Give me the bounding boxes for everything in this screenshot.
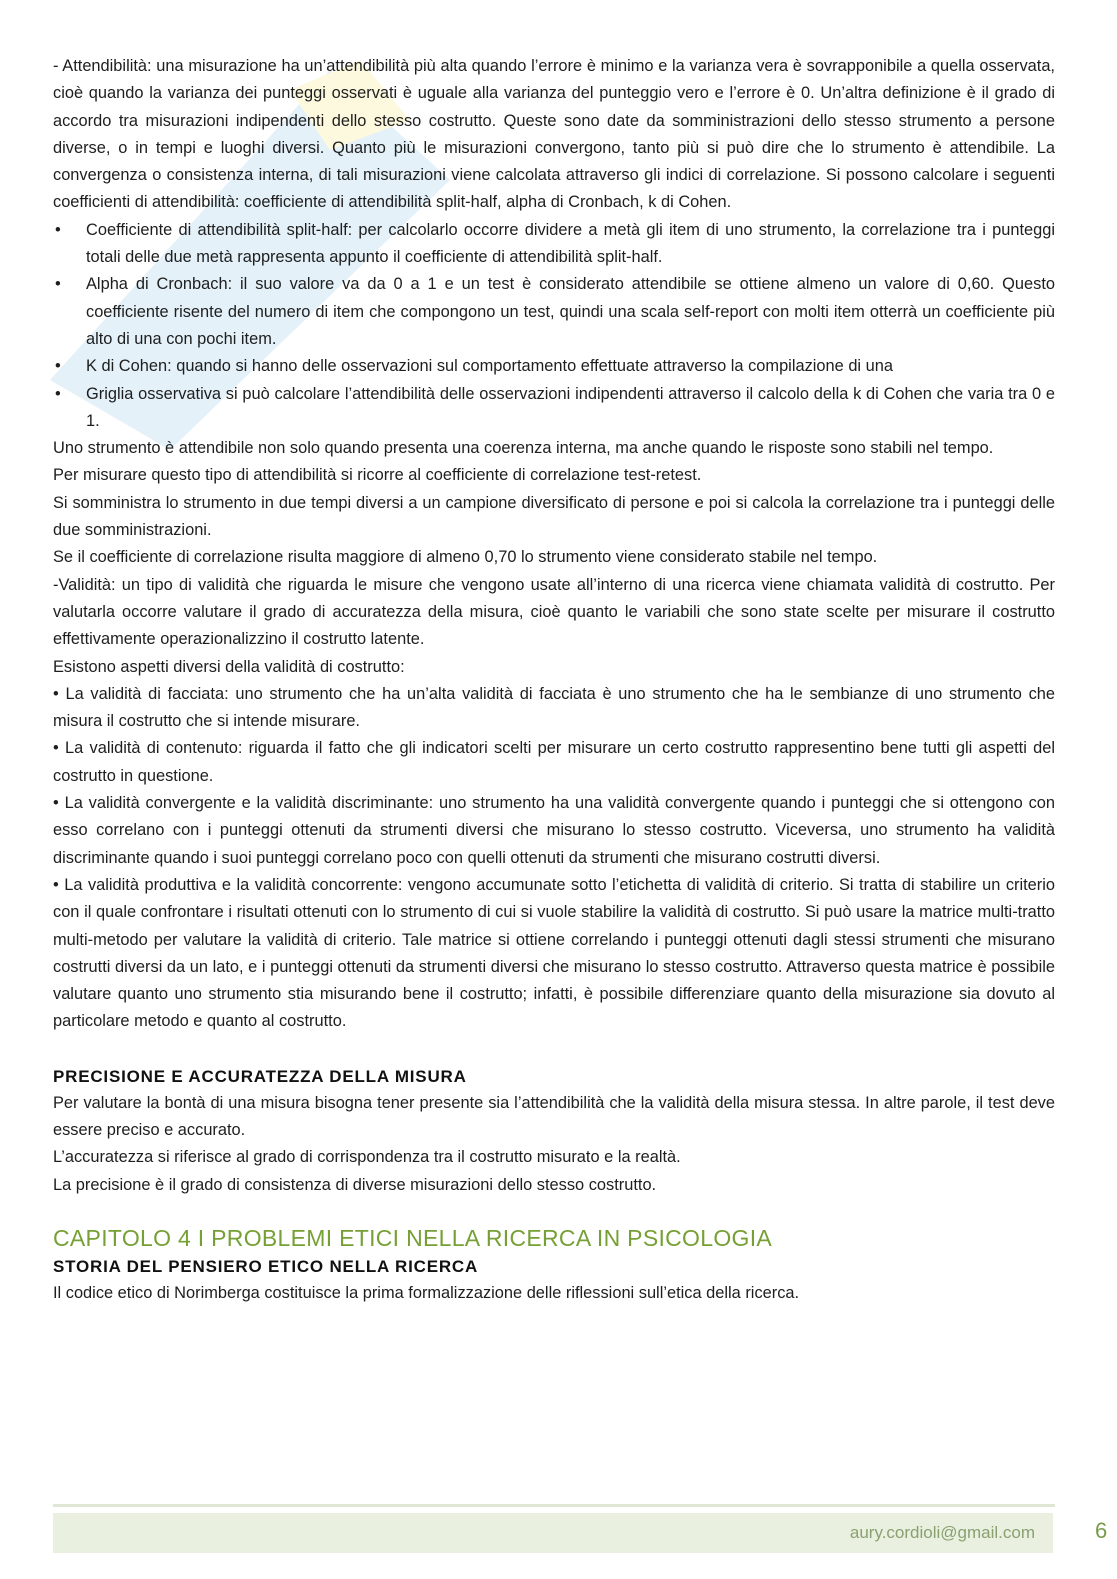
list-item: • Alpha di Cronbach: il suo valore va da 0 a 1 e un test è considerato attendibile se ottiene almeno un valore di 0,60. Questo coefficiente risente del numero di item che compongono un test, quindi una scala self-report con molti item otterrà un coefficiente più alto di una con pochi item. — [53, 271, 1055, 353]
list-item: • Coefficiente di attendibilità split-half: per calcolarlo occorre dividere a metà gli item di uno strumento, la correlazione tra i punteggi totali delle due metà rappresenta appunto il coefficiente di attendibilità split-half. — [53, 217, 1055, 272]
paragraph: L’accuratezza si riferisce al grado di corrispondenza tra il costrutto misurato e la realtà. — [53, 1148, 681, 1167]
paragraph: Se il coefficiente di correlazione risulta maggiore di almeno 0,70 lo strumento viene considerato stabile nel tempo. — [53, 548, 878, 567]
paragraph: Esistono aspetti diversi della validità di costrutto: — [53, 657, 405, 676]
paragraph: Si somministra lo strumento in due tempi diversi a un campione diversificato di persone e poi si calcola la correlazione tra i punteggi delle due somministrazioni. — [53, 493, 1055, 540]
section-heading: STORIA DEL PENSIERO ETICO NELLA RICERCA — [53, 1256, 479, 1276]
paragraph-attendibilita: - Attendibilità: una misurazione ha un’attendibilità più alta quando l’errore è minimo e la varianza vera è sovrapponibile a quella osservata, cioè quando la varianza dei punteggi osservati è uguale alla varianza del punteggio vero e l’errore è 0. Un’altra definizione è il grado di accordo tra misurazioni indipendenti dello stesso costrutto. Queste sono date da somministrazioni dello stesso strumento a persone diverse, o in tempi e luoghi diversi. Quanto più le misurazioni convergono, tanto più si può dire che lo strumento è attendibile. La convergenza o consistenza interna, di tali misurazioni viene calcolata attraverso gli indici di correlazione. Si possono calcolare i seguenti coefficienti di attendibilità: coefficiente di attendibilità split-half, alpha di Cronbach, k di Cohen. — [53, 57, 1055, 212]
paragraph: • La validità convergente e la validità discriminante: uno strumento ha una validità convergente quando i punteggi che si ottengono con esso correlano con i punteggi ottenuti da strumenti diversi che misurano lo stesso costrutto. Viceversa, uno strumento ha validità discriminante quando i suoi punteggi correlano poco con quelli ottenuti da strumenti che misurano costrutti diversi. — [53, 794, 1055, 867]
section-heading: PRECISIONE E ACCURATEZZA DELLA MISURA — [53, 1066, 467, 1086]
paragraph: Per valutare la bontà di una misura bisogna tener presente sia l’attendibilità che la validità della misura stessa. In altre parole, il test deve essere preciso e accurato. — [53, 1093, 1055, 1139]
paragraph: Per misurare questo tipo di attendibilità si ricorre al coefficiente di correlazione test-retest. — [53, 466, 702, 485]
document-body — [53, 53, 1055, 1307]
paragraph: Il codice etico di Norimberga costituisce la prima formalizzazione delle riflessioni sull’etica della ricerca. — [53, 1283, 800, 1302]
paragraph: Uno strumento è attendibile non solo quando presenta una coerenza interna, ma anche quando le risposte sono stabili nel tempo. — [53, 439, 994, 458]
footer-email: aury.cordioli@gmail.com — [849, 1523, 1035, 1542]
paragraph: La precisione è il grado di consistenza di diverse misurazioni dello stesso costrutto. — [53, 1175, 657, 1194]
page-number: 6 — [1095, 1518, 1108, 1543]
list-item: • Griglia osservativa si può calcolare l’attendibilità delle osservazioni indipendenti attraverso il calcolo della k di Cohen che varia tra 0 e 1. — [53, 381, 1055, 436]
chapter-title: CAPITOLO 4 I PROBLEMI ETICI NELLA RICERCA IN PSICOLOGIA — [53, 1224, 773, 1251]
reliability-coefficients-list — [53, 217, 1055, 435]
list-item: • K di Cohen: quando si hanno delle osservazioni sul comportamento effettuate attraverso la compilazione di una — [53, 353, 1055, 380]
paragraph: • La validità di facciata: uno strumento che ha un’alta validità di facciata è uno strumento che ha le sembianze di uno strumento che misura il costrutto che si intende misurare. — [53, 684, 1055, 731]
paragraph: • La validità di contenuto: riguarda il fatto che gli indicatori scelti per misurare un certo costrutto rappresentino bene tutti gli aspetti del costrutto in questione. — [53, 739, 1055, 785]
footer — [53, 1513, 1053, 1553]
footer-divider — [53, 1504, 1055, 1507]
paragraph-validita: -Validità: un tipo di validità che riguarda le misure che vengono usate all’interno di una ricerca viene chiamata validità di costrutto. Per valutarla occorre valutare il grado di accuratezza della misura, cioè quanto le variabili che sono state scelte per misurare il costrutto effettivamente operazionalizzino il costrutto latente. — [53, 575, 1055, 649]
paragraph: • La validità produttiva e la validità concorrente: vengono accumunate sotto l’etichetta di validità di criterio. Si tratta di stabilire un criterio con il quale confrontare i risultati ottenuti con lo strumento di cui si vuole stabilire la validità di costrutto. Si può usare la matrice multi-tratto multi-metodo per valutare la validità di criterio. Tale matrice si ottiene correlando i punteggi ottenuti dagli stessi strumenti che misurano costrutti diversi da un lato, e i punteggi ottenuti da strumenti diversi che misurano lo stesso costrutto. Attraverso questa matrice è possibile valutare quanto uno strumento stia misurando bene il costrutto; infatti, è possibile differenziare quanto della misurazione sia dovuto al particolare metodo e quanto al costrutto. — [53, 875, 1055, 1031]
